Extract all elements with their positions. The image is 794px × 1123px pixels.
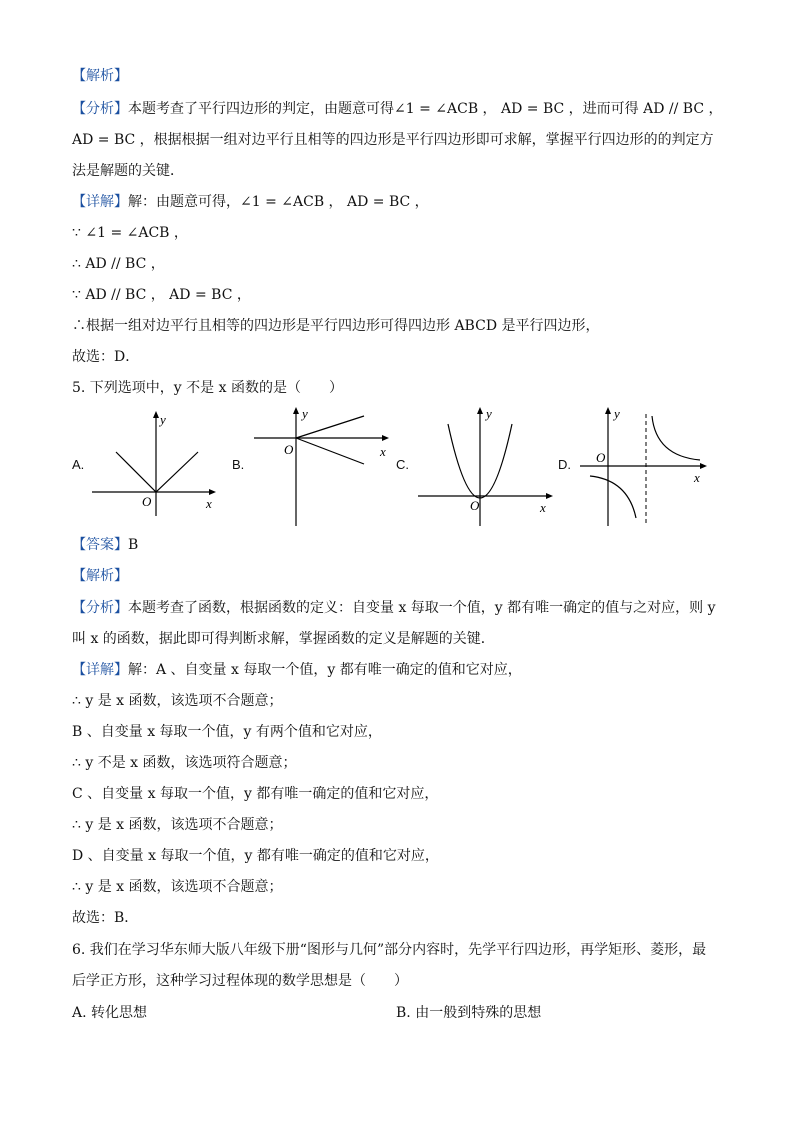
graph-b-y-label: y [302,406,308,421]
q5-line-7: D 、自变量 x 每取一个值，y 都有唯一确定的值和它对应， [72,848,439,864]
q5-graph-d [578,404,712,528]
graph-a-y-label: y [160,412,166,427]
q5-line-5: C 、自变量 x 每取一个值，y 都有唯一确定的值和它对应， [72,786,439,802]
q5-xiangjie-line-1: 【详解】解：A 、自变量 x 每取一个值，y 都有唯一确定的值和它对应， [72,662,522,678]
graph-d-x-label: x [694,470,700,485]
q4-line-2: ∵ ∠1 = ∠ACB ， [72,225,188,241]
q5-jiexi-tag: 【解析】 [72,568,128,584]
q5-fenxi-line-1: 【分析】本题考查了函数，根据函数的定义：自变量 x 每取一个值，y 都有唯一确定的值与之对应，则 y [72,600,716,616]
graph-c-y-label: y [486,406,492,421]
graph-a-curve [116,452,198,492]
q5-line-3: B 、自变量 x 每取一个值，y 有两个值和它对应， [72,724,382,740]
graph-d-y-label: y [614,406,620,421]
graph-d-right-branch [652,416,700,460]
graph-c-origin-label: O [470,498,480,513]
q4-fenxi-line-3: 法是解题的关键． [72,163,184,179]
q5-line-6: ∴ y 是 x 函数，该选项不合题意； [72,817,283,833]
q5-line-2: ∴ y 是 x 函数，该选项不合题意； [72,693,283,709]
graph-b-x-label: x [380,444,386,459]
graph-c-x-arrow [546,493,553,499]
q4-fenxi-line-2: AD = BC ，根据根据一组对边平行且相等的四边形是平行四边形即可求解，掌握平行四边形的的判定方 [72,132,714,148]
graph-c-y-arrow [477,407,483,414]
graph-d-x-arrow [700,463,707,469]
graph-d-left-branch [590,476,636,518]
graph-c-x-label: x [540,500,546,515]
graph-b-origin-label: O [284,442,294,457]
graph-d-origin-label: O [596,450,606,465]
q5-stem: 5. 下列选项中，y 不是 x 函数的是（ ） [72,380,343,396]
q4-jiexi-tag: 【解析】 [72,68,128,84]
graph-b-y-arrow [293,407,299,414]
q4-fenxi-line-1: 【分析】本题考查了平行四边形的判定，由题意可得∠1 = ∠ACB ， AD = BC ，进而可得 AD // BC ， [72,101,723,117]
graph-a-x-label: x [206,496,212,511]
q5-fenxi-line-2: 叫 x 的函数，据此即可得判断求解，掌握函数的定义是解题的关键． [72,631,495,647]
q5-line-9: 故选：B． [72,910,139,926]
q5-line-4: ∴ y 不是 x 函数，该选项符合题意； [72,755,297,771]
graph-b-x-arrow [382,435,389,441]
q4-line-6: 故选：D． [72,349,140,365]
q5-option-d-label: D. [558,457,571,472]
q5-graph-b [252,404,392,528]
q4-line-5: ∴根据一组对边平行且相等的四边形是平行四边形可得四边形 ABCD 是平行四边形， [72,318,600,334]
q5-line-8: ∴ y 是 x 函数，该选项不合题意； [72,879,283,895]
q6-stem-line-1: 6. 我们在学习华东师大版八年级下册“图形与几何”部分内容时，先学平行四边形，再学矩形、菱形，最 [72,942,707,958]
q5-answer: 【答案】B [72,537,139,553]
q6-option-a: A. 转化思想 [72,1005,148,1021]
q4-xiangjie-line-1: 【详解】解：由题意可得，∠1 = ∠ACB ， AD = BC ， [72,194,429,210]
q5-option-b-label: B. [232,457,245,472]
graph-a-x-arrow [209,489,216,495]
q4-line-4: ∵ AD // BC ， AD = BC ， [72,287,251,303]
q5-graph-a [90,408,220,518]
q4-line-3: ∴ AD // BC ， [72,256,165,272]
q6-stem-line-2: 后学正方形，这种学习过程体现的数学思想是（ ） [72,973,408,989]
graph-a-origin-label: O [142,494,152,509]
q5-option-c-label: C. [396,457,409,472]
graph-d-y-arrow [605,407,611,414]
q5-graph-c [416,404,556,528]
q5-option-a-label: A. [72,457,85,472]
graph-a-y-arrow [153,411,159,418]
q6-option-b: B. 由一般到特殊的思想 [396,1005,542,1021]
graph-b-lower-ray [296,438,364,464]
